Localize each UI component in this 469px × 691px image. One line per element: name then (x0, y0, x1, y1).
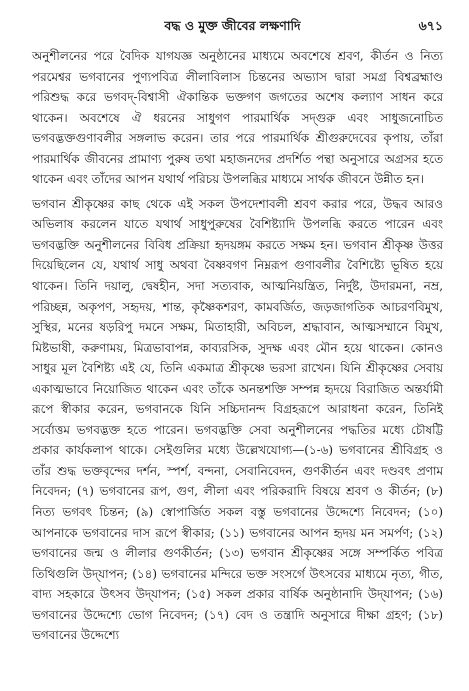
paragraph: অনুশীলনের পরে বৈদিক যাগযজ্ঞ অনুষ্ঠানের মাধ্যমে অবশেষে শ্রবণ, কীর্তন ও নিত্য পরমেশ্বর ভগবানের পুণ্যপবিত্র লীলাবিলাস চিন্তনের অভ্যাস দ্বারা সমগ্র বিশ্বব্রহ্মাণ্ড পরিশুদ্ধ করে ভগবদ্-বিশ্বাসী ঐকান্তিক ভক্তগণ জগতের অশেষ কল্যাণ সাধন করে থাকেন। অবশেষে ঐ ধরনের সাধুগণ পারমার্থিক সদ্গুরু এবং সাধুজনোচিত ভগবদ্ভক্তগুণাবলীর সঙ্গলাভ করেন। তার পরে পারমার্থিক শ্রীগুরুদেবের কৃপায়, তাঁরা পারমার্থিক জীবনের প্রামাণ্য পুরুষ তথা মহাজনদের প্রদর্শিত পন্থা অনুসারে অগ্রসর হতে থাকেন এবং তাঁদের আপন যথার্থ পরিচয় উপলব্ধির মাধ্যমে সার্থক জীবনে উন্নীত হন। (32, 49, 443, 187)
running-header (32, 18, 443, 46)
page-body (32, 46, 443, 646)
page-number: ৬৭১ (418, 18, 443, 33)
paragraph: ভগবান শ্রীকৃষ্ণের কাছ থেকে এই সকল উপদেশাবলী শ্রবণ করার পরে, উদ্ধব আরও অভিলাষ করলেন যাতে যথার্থ সাধুপুরুষের বৈশিষ্ট্যাদি উপলব্ধি করতে পারেন এবং ভগবদ্ভক্তি অনুশীলনের বিবিধ প্রক্রিয়া হৃদয়ঙ্গম করতে সক্ষম হন। ভগবান শ্রীকৃষ্ণ উত্তর দিয়েছিলেন যে, যথার্থ সাধু অথবা বৈষ্ণবগণ নিম্নরূপ গুণাবলীর বৈশিষ্ট্যে ভূষিত হয়ে থাকেন। তিনি দয়ালু, দ্বেষহীন, সদা সত্যবাক, আত্মনিয়ন্ত্রিত, নির্দুষ্ট, উদারমনা, নম্র, পরিচ্ছন্ন, অকৃপণ, সহৃদয়, শান্ত, কৃষ্ণৈকশরণ, কামবর্জিত, জড়জাগতিক আচরণবিমুখ, সুস্থির, মনের ষড়রিপু দমনে সক্ষম, মিতাহারী, অবিচল, শ্রদ্ধাবান, আত্মসম্মানে বিমুখ, মিষ্টভাষী, করুণাময়, মিত্রভাবাপন্ন, কাব্যরসিক, সুদক্ষ এবং মৌন হয়ে থাকেন। কোনও সাধুর মূল বৈশিষ্ট্য এই যে, তিনি একমাত্র শ্রীকৃষ্ণে ভরসা রাখেন। যিনি শ্রীকৃষ্ণের সেবায় একাত্মভাবে নিয়োজিত থাকেন এবং তাঁকে অনন্তশক্তি সম্পন্ন হৃদয়ে বিরাজিত অন্তর্যামী রূপে স্বীকার করেন, ভগবানকে যিনি সচ্চিদানন্দ বিগ্রহরূপে আরাধনা করেন, তিনিই সর্বোত্তম ভগবদ্ভক্ত হতে পারেন। ভগবদ্ভক্তি সেবা অনুশীলনের পদ্ধতির মধ্যে চৌষট্টি প্রকার কার্যকলাপ থাকে। সেইগুলির মধ্যে উল্লেখযোগ্য—(১-৬) ভগবানের শ্রীবিগ্রহ ও তাঁর শুদ্ধ ভক্তবৃন্দের দর্শন, স্পর্শ, বন্দনা, সেবানিবেদন, গুণকীর্তন এবং দণ্ডবৎ প্রণাম নিবেদন; (৭) ভগবানের রূপ, গুণ, লীলা এবং পরিকরাদি বিষয়ে শ্রবণ ও কীর্তন; (৮) নিত্য ভগবৎ চিন্তন; (৯) স্বোপার্জিত সকল বস্তু ভগবানের উদ্দেশ্যে নিবেদন; (১০) আপনাকে ভগবানের দাস রূপে স্বীকার; (১১) ভগবানের আপন হৃদয় মন সমর্পণ; (১২) ভগবানের জন্ম ও লীলার গুণকীর্তন; (১৩) ভগবান শ্রীকৃষ্ণের সঙ্গে সম্পর্কিত পবিত্র তিথিগুলি উদ্‌যাপন; (১৪) ভগবানের মন্দিরে ভক্ত সংসর্গে উৎসবের মাধ্যমে নৃত্য, গীত, বাদ্য সহকারে উৎসব উদ্‌যাপন; (১৫) সকল প্রকার বার্ষিক অনুষ্ঠানাদি উদ্‌যাপন; (১৬) ভগবানের উদ্দেশ্যে ভোগ নিবেদন; (১৭) বেদ ও তন্ত্রাদি অনুসারে দীক্ষা গ্রহণ; (১৮) ভগবানের উদ্দেশ্যে (32, 196, 443, 643)
chapter-title: বদ্ধ ও মুক্ত জীবের লক্ষণাদি (164, 18, 301, 33)
